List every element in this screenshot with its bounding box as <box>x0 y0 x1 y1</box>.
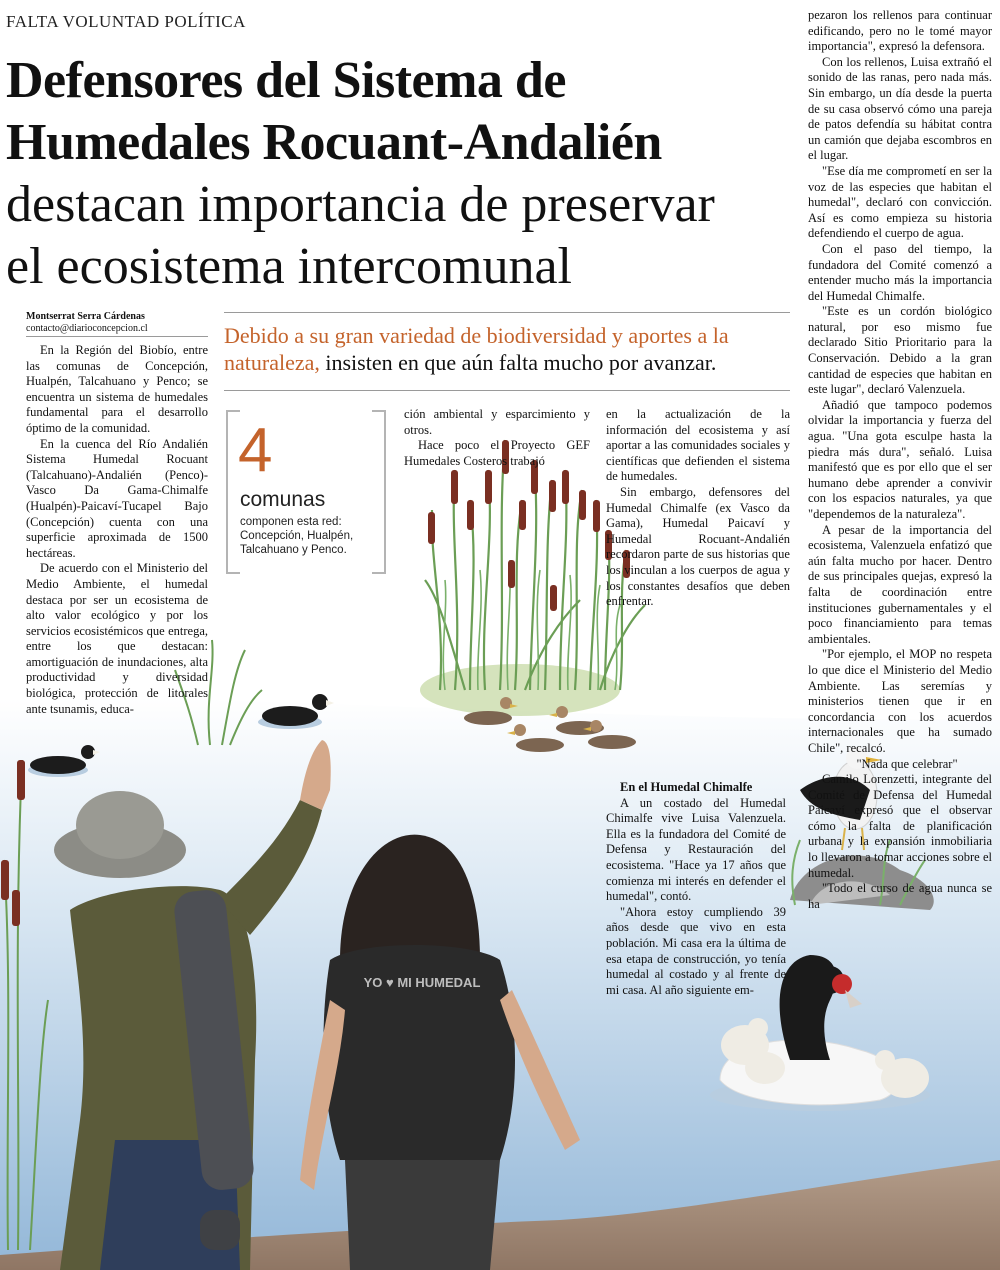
factbox-text: componen esta red: Concepción, Hualpén, Talcahuano y Penco. <box>240 516 354 556</box>
paragraph: en la actualización de la información del ecosistema y así aportar a las comunidades sociales y científicas que defienden el sistema de humedales. <box>606 407 790 484</box>
headline-light-line1: destacan importancia de preservar <box>6 176 715 233</box>
paragraph: "Ahora estoy cumpliendo 39 años desde que vivo en esta población. Mi casa era la última de esa etapa de construcción, yo tenía humedal al costado y al frente de mi casa. Al año siguiente em- <box>606 904 786 997</box>
paragraph: "Por ejemplo, el MOP no respeta lo que dice el Ministerio del Medio Ambiente. Las seremías y ministerios tienen que ir en concordancia con los acuerdos internacionales que ha sumado Chile", recalcó. <box>808 647 992 755</box>
paragraph: A un costado del Humedal Chimalfe vive Luisa Valenzuela. Ella es la fundadora del Comité de Defensa y Restauración del ecosistema. "Hace ya 17 años que comienza mi interés en defender el humedal", contó. <box>606 795 786 904</box>
deck <box>224 322 784 376</box>
subhead: En el Humedal Chimalfe <box>620 780 753 794</box>
kicker: FALTA VOLUNTAD POLÍTICA <box>6 12 246 31</box>
author-email[interactable]: contacto@diarioconcepcion.cl <box>26 323 148 334</box>
column-4 <box>808 8 992 912</box>
paragraph: "Ese día me comprometí en ser la voz de las especies que habitan el humedal", declaró con convicción. Así es como empieza su historia defendiendo el cuerpo de agua. <box>808 163 992 241</box>
paragraph: "Este es un cordón biológico natural, por eso mismo fue declarado Sitio Prioritario para la Conservación. Debido a la gran cantidad de especies que habitan en este lugar", declaró Valenzuela. <box>808 304 992 397</box>
paragraph: Con los rellenos, Luisa extrañó el sonido de las ranas, pero nada más. Sin embargo, un día desde la puerta de su casa observó cómo una pareja de patos defendía su hábitat contra un camión que dejaba escombros en el lugar. <box>808 54 992 163</box>
deck-rule-bottom <box>224 390 790 391</box>
column-3 <box>606 407 790 610</box>
paragraph: ción ambiental y esparcimiento y otros. <box>404 407 590 437</box>
paragraph: Añadió que tampoco podemos olvidar la importancia y fuerza del agua. "Una gota esculpe hasta la piedra más dura", señaló. Luisa manifestó que es por ello que el ser humano debe aprender a convivir con los espacios naturales, ya que "dependemos de la naturaleza". <box>808 397 992 521</box>
paragraph: Con el paso del tiempo, la fundadora del Comité comenzó a entender mucho más la importancia del Humedal Chimalfe. <box>808 241 992 303</box>
tshirt-text: YO ♥ MI HUMEDAL <box>363 975 481 990</box>
paragraph: Hace poco el Proyecto GEF Humedales Costeros trabajó <box>404 438 590 468</box>
paragraph: Camilo Lorenzetti, integrante del Comité de Defensa del Humedal Paicaví expresó que el observar cómo la falta de planificación urbana y la expansión inmobiliaria lo llevaron a tomar acciones sobre el humedal. <box>808 772 992 880</box>
headline-light-line2: el ecosistema intercomunal <box>6 238 573 295</box>
column-3-section <box>606 780 786 998</box>
headline-bold-line2: Humedales Rocuant-Andalién <box>6 114 662 171</box>
factbox-number: 4 <box>238 416 273 485</box>
paragraph: En la Región del Biobío, entre las comunas de Concepción, Hualpén, Talcahuano y Penco; se encuentra un sistema de humedales fundamental para el desarrollo óptimo de la comunidad. <box>26 343 208 435</box>
paragraph: Sin embargo, defensores del Humedal Chimalfe (ex Vasco da Gama), Humedal Paicaví y Humedal Rocuant-Andalién recordaron parte de sus historias que los vinculan a los cuerpos de agua y los constantes desafíos que deben enfrentar. <box>606 484 790 609</box>
headline-bold-line1: Defensores del Sistema de <box>6 52 566 109</box>
paragraph: De acuerdo con el Ministerio del Medio Ambiente, el humedal destaca por ser un ecosistema de alto valor ecológico y por los servicios ecosistémicos que entrega, entre los que destacan: amortiguación de inundaciones, alta productividad y diversidad biológica, protección de litorales ante tsunamis, educa- <box>26 561 208 716</box>
column-1 <box>26 343 208 717</box>
deck-accent: Debido a su gran variedad de biodiversidad y aportes a la naturaleza, <box>224 323 729 375</box>
paragraph: pezaron los rellenos para continuar edificando, pero no le tomé mayor importancia", expresó la defensora. <box>808 8 992 54</box>
paragraph: En la cuenca del Río Andalién Sistema Humedal Rocuant (Talcahuano)-Andalién (Penco)-Vasco Da Gama-Chimalfe (Hualpén)-Paicaví-Tucapel Bajo (Concepción) cuenta con una superficie aproximada de 1500 hectáreas. <box>26 436 208 560</box>
byline-rule <box>26 336 208 337</box>
byline <box>26 311 148 335</box>
author-name: Montserrat Serra Cárdenas <box>26 311 145 322</box>
factbox-label: comunas <box>240 488 326 511</box>
subhead-quote: "Nada que celebrar" <box>856 756 958 771</box>
deck-rule-top <box>224 312 790 313</box>
paragraph: A pesar de la importancia del ecosistema, Valenzuela enfatizó que aún falta mucho por hacer. Dentro de sus principales quejas, expresó la falta de coordinación entre instituciones gubernamentales y el poco financiamiento para temas ambientales. <box>808 522 992 646</box>
column-2 <box>404 407 590 469</box>
factbox-bracket-right <box>372 410 386 574</box>
paragraph: "Todo el curso de agua nunca se ha <box>808 881 992 911</box>
deck-rest: insisten en que aún falta mucho por avanzar. <box>319 350 717 375</box>
